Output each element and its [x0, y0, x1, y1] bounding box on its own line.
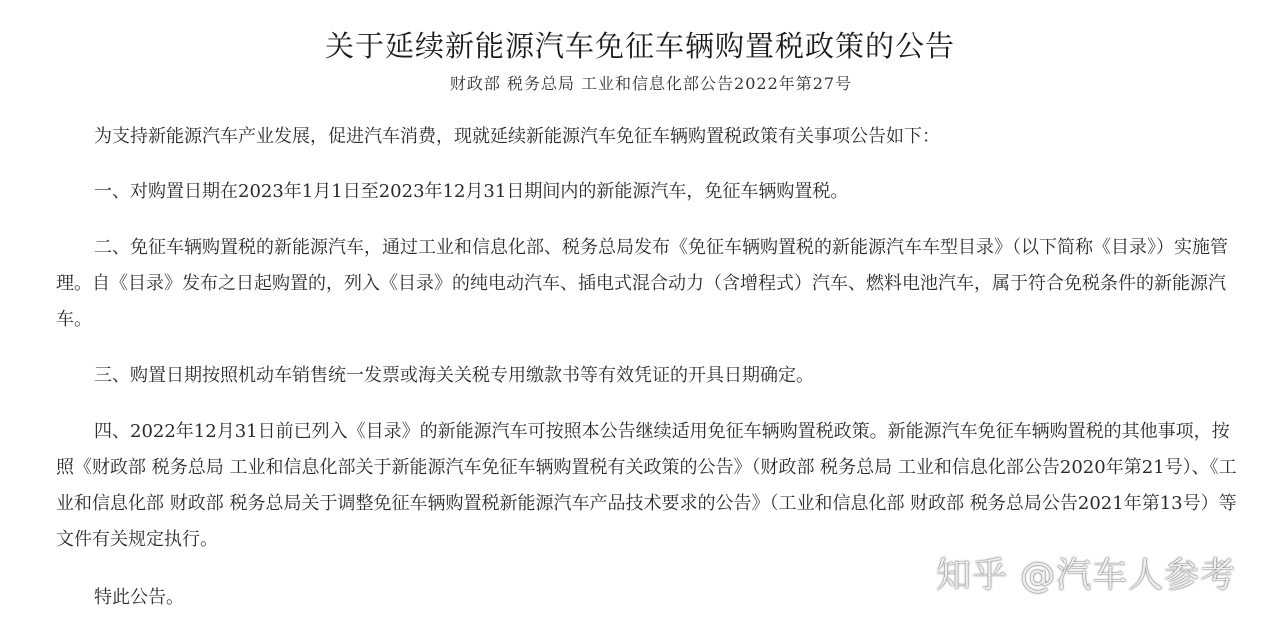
document-title: 关于延续新能源汽车免征车辆购置税政策的公告 — [324, 29, 955, 63]
paragraph-intro: 为支持新能源汽车产业发展，促进汽车消费，现就延续新能源汽车免征车辆购置税政策有关事项公告如下： — [94, 126, 940, 147]
paragraph-item-4: 四、2022年12月31日前已列入《目录》的新能源汽车可按照本公告继续适用免征车辆购置税政策。新能源汽车免征车辆购置税的其他事项，按照《财政部 税务总局 工业和信息化部关于新能源汽车免征车辆购置税有关政策的公告》（财政部 税务总局 工业和信息化部公告2020年第21号）、《工业和信息化部 财政部 税务总局关于调整免征车辆购置税新能源汽车产品技术要求的公告》（工业和信息化部 财政部 税务总局公告2021年第13号）等文件有关规定执行。 — [56, 421, 1237, 550]
paragraph-item-2: 二、免征车辆购置税的新能源汽车，通过工业和信息化部、税务总局发布《免征车辆购置税的新能源汽车车型目录》（以下简称《目录》）实施管理。自《目录》发布之日起购置的，列入《目录》的纯电动汽车、插电式混合动力（含增程式）汽车、燃料电池汽车，属于符合免税条件的新能源汽车。 — [56, 237, 1228, 330]
zhihu-watermark: 知乎 @汽车人参考 — [936, 556, 1237, 596]
paragraph-item-3: 三、购置日期按照机动车销售统一发票或海关关税专用缴款书等有效凭证的开具日期确定。 — [94, 365, 814, 386]
document-subtitle: 财政部 税务总局 工业和信息化部公告2022年第27号 — [449, 74, 853, 93]
paragraph-item-1: 一、对购置日期在2023年1月1日至2023年12月31日期间内的新能源汽车，免征车辆购置税。 — [94, 181, 849, 202]
paragraph-closing: 特此公告。 — [94, 587, 184, 608]
